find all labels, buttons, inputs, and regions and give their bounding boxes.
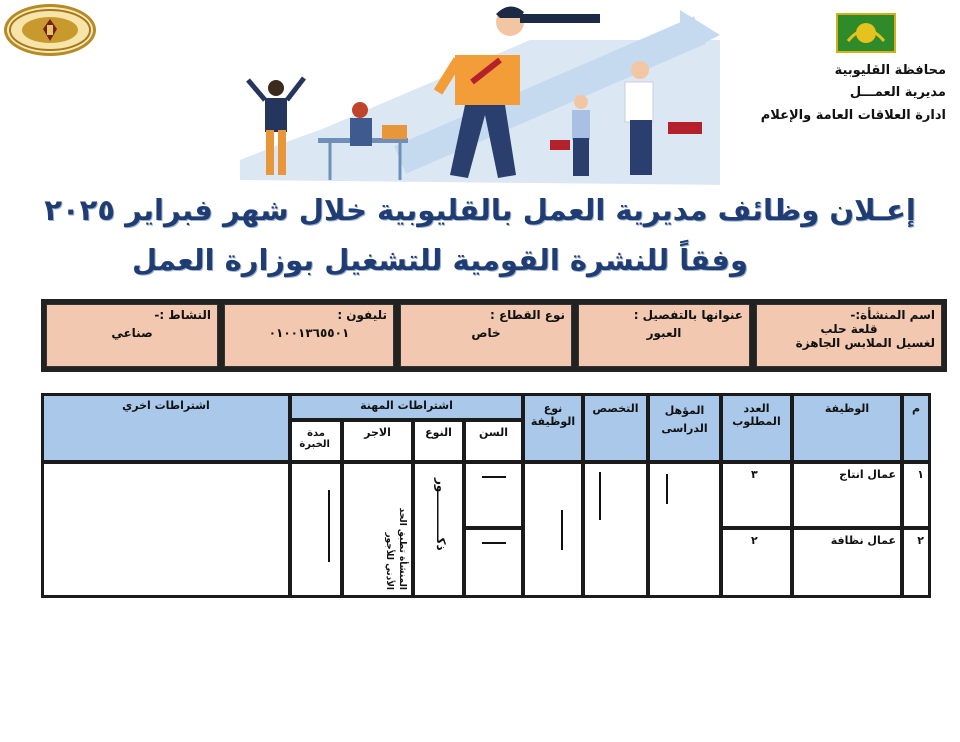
gender-cell [414,463,463,596]
row2-job: عمال نظافة [793,529,901,596]
header-gender: النوع [414,421,463,461]
row1-count: ٣ [722,463,791,527]
directorate-name: مديرية العمـــل [849,85,946,100]
announcement-subtitle: وفقاً للنشرة القومية للتشغيل بوزارة العمل [132,243,748,277]
establishment-info-bar [41,299,947,372]
header-age: السن [465,421,522,461]
header-count: العدد المطلوب [722,395,791,461]
ministry-logo [4,4,96,56]
activity-cell [46,304,218,367]
row1-num: ١ [903,463,929,527]
row2-count: ٢ [722,529,791,596]
header-job: الوظيفة [793,395,901,461]
address-label: عنوانها بالتفصيل : [633,308,743,322]
address-value: العبور [646,326,682,340]
header-conditions: اشتراطات المهنة [291,395,522,419]
row2-age [465,529,522,596]
job-type-cell [524,463,582,596]
row2-num: ٢ [903,529,929,596]
experience-cell [291,463,341,596]
sector-label: نوع القطاع : [489,308,565,322]
address-cell [578,304,750,367]
specialty-cell [584,463,647,596]
establishment-name-label: اسم المنشأة:- [850,308,935,322]
header-qualification: المؤهل الدراسى [649,395,720,461]
establishment-name-value-2: لغسيل الملابس الجاهزة [795,336,935,350]
gender-value: ذكـــــــــــور [434,478,448,551]
phone-label: تليفون : [337,308,387,322]
phone-value: ٠١٠٠١٣٦٥٥٠١ [268,326,350,340]
sector-value: خاص [471,326,501,340]
activity-label: النشاط :- [154,308,211,322]
header-num: م [903,395,929,461]
row1-job: عمال انتاج [793,463,901,527]
department-name: ادارة العلاقات العامة والإعلام [760,108,946,123]
sector-cell [400,304,572,367]
job-search-illustration [200,0,720,185]
activity-value: صناعي [111,326,153,340]
salary-value: المنشأة تطبق الحد الأدني للأجور [384,507,407,590]
other-conditions-cell [43,463,289,596]
announcement-title: إعـلان وظائف مديرية العمل بالقليوبية خلال شهر فبراير ٢٠٢٥ [44,193,916,227]
governorate-emblem-icon [838,15,894,51]
header-salary: الاجر [343,421,412,461]
eagle-emblem-icon [7,7,93,53]
header-job-type: نوع الوظيفة [524,395,582,461]
salary-cell [343,463,412,596]
establishment-name-cell [756,304,942,367]
governorate-name: محافظة القليوبية [834,63,946,78]
header-specialty: التخصص [584,395,647,461]
header-other: اشتراطات اخري [43,395,289,461]
establishment-name-value: قلعة حلب [820,322,878,336]
row1-age [465,463,522,527]
header-experience: مدة الخبرة [291,421,341,461]
qualification-cell [649,463,720,596]
phone-cell [224,304,394,367]
jobs-table [41,393,931,598]
governorate-logo [836,13,896,53]
